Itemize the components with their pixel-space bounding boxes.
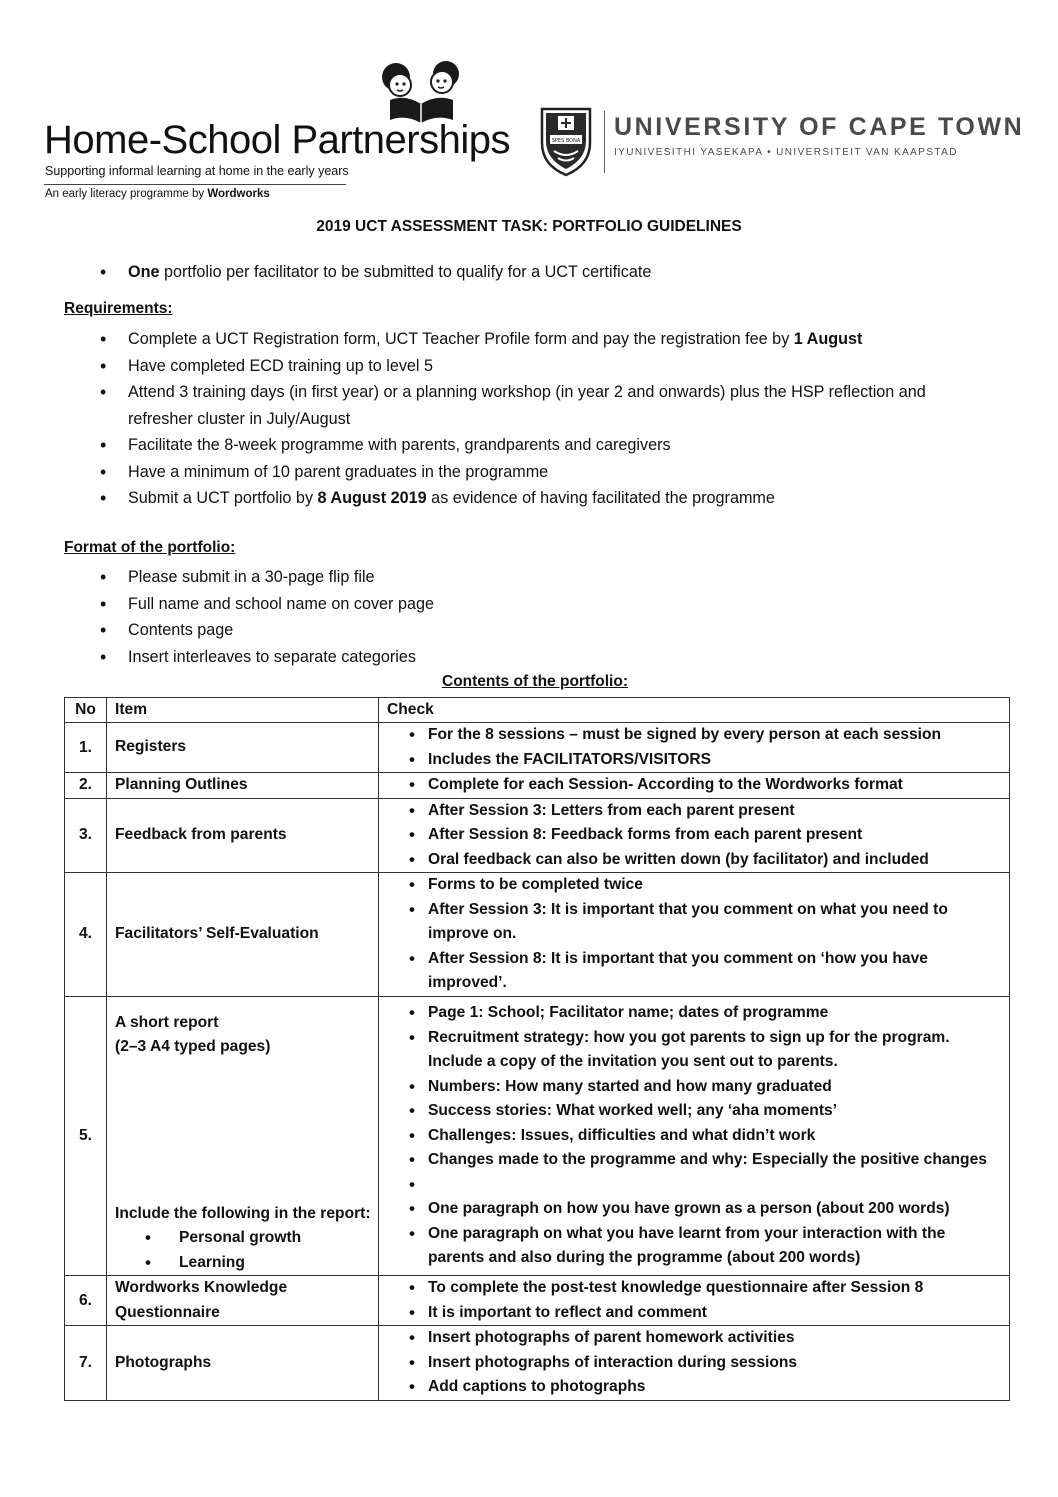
requirement-item	[64, 326, 984, 353]
row-number: 2.	[65, 773, 107, 799]
check-item: • After Session 3: Letters from each parent present	[379, 799, 1009, 824]
row-number: 6.	[65, 1276, 107, 1326]
hsp-divider	[44, 184, 346, 185]
table-caption: Contents of the portfolio:	[442, 673, 628, 690]
row-item: Photographs	[107, 1326, 379, 1401]
children-reading-icon	[368, 60, 478, 124]
check-item: • Numbers: How many started and how many graduated	[379, 1075, 1009, 1100]
uct-subtitle: IYUNIVESITHI YASEKAPA • UNIVERSITEIT VAN KAAPSTAD	[614, 147, 958, 158]
requirement-item	[64, 485, 984, 512]
format-heading: Format of the portfolio:	[64, 539, 236, 556]
check-item: • Includes the FACILITATORS/VISITORS	[379, 748, 1009, 773]
row-number: 7.	[65, 1326, 107, 1401]
hsp-title: Home-School Partnerships	[44, 118, 510, 162]
uct-shield-icon	[540, 107, 592, 177]
check-item: • One paragraph on what you have learnt from your interaction with the parents and also during the programme (about 200 words)	[379, 1222, 1009, 1271]
requirement-text: as evidence of having facilitated the programme	[426, 489, 775, 507]
uct-name: UNIVERSITY OF CAPE TOWN	[614, 113, 1025, 141]
check-item: • Challenges: Issues, difficulties and what didn’t work	[379, 1124, 1009, 1149]
check-item: • Add captions to photographs	[379, 1375, 1009, 1400]
intro-list	[64, 259, 944, 286]
check-item: • One paragraph on how you have grown as a person (about 200 words)	[379, 1197, 1009, 1222]
intro-bold: One	[128, 263, 160, 281]
document-title: 2019 UCT ASSESSMENT TASK: PORTFOLIO GUIDELINES	[316, 218, 742, 235]
check-item: • Success stories: What worked well; any ‘aha moments’	[379, 1099, 1009, 1124]
table-row	[65, 773, 1010, 799]
report-length: (2–3 A4 typed pages)	[115, 1038, 271, 1055]
requirements-heading: Requirements:	[64, 300, 173, 317]
hsp-byline	[45, 188, 270, 200]
row-checks	[379, 873, 1010, 997]
uct-logo	[540, 107, 1025, 182]
row-checks	[379, 1276, 1010, 1326]
check-item: • After Session 8: Feedback forms from each parent present	[379, 823, 1009, 848]
format-item: • Contents page	[64, 617, 944, 644]
spacer	[115, 1060, 372, 1202]
uct-shield-motto: SPES BONA	[551, 138, 581, 144]
check-item: • Forms to be completed twice	[379, 873, 1009, 898]
check-item: • After Session 8: It is important that you comment on ‘how you have improved’.	[379, 947, 1009, 996]
report-sublist	[115, 1226, 372, 1275]
check-item: • After Session 3: It is important that you comment on what you need to improve on.	[379, 898, 1009, 947]
requirement-item: • Facilitate the 8-week programme with parents, grandparents and caregivers	[64, 432, 984, 459]
intro-item	[64, 259, 944, 286]
format-list	[64, 564, 944, 670]
report-subitem: • Personal growth	[115, 1226, 372, 1251]
table-row	[65, 873, 1010, 997]
row-number: 3.	[65, 798, 107, 873]
check-item-empty	[379, 1173, 1009, 1198]
report-title: A short report	[115, 1013, 219, 1031]
hsp-byline-brand: Wordworks	[207, 188, 270, 200]
hsp-byline-prefix: An early literacy programme by	[45, 188, 208, 200]
header-check: Check	[379, 698, 1010, 723]
report-subitem: • Learning	[115, 1251, 372, 1276]
hsp-tagline: Supporting informal learning at home in the early years	[45, 164, 349, 178]
header-no: No	[65, 698, 107, 723]
check-item: • Oral feedback can also be written down (by facilitator) and included	[379, 848, 1009, 873]
contents-table	[64, 697, 1010, 1401]
row-number: 1.	[65, 723, 107, 773]
requirement-text: Complete a UCT Registration form, UCT Teacher Profile form and pay the registration fee by	[128, 330, 794, 348]
check-item: • Insert photographs of interaction during sessions	[379, 1351, 1009, 1376]
requirement-item: • Have completed ECD training up to level 5	[64, 353, 984, 380]
row-item: Facilitators’ Self-Evaluation	[107, 873, 379, 997]
report-include-label: Include the following in the report:	[115, 1204, 371, 1222]
table-header-row	[65, 698, 1010, 723]
row-item: Feedback from parents	[107, 798, 379, 873]
row-item: Wordworks Knowledge Questionnaire	[107, 1276, 379, 1326]
check-item: • It is important to reflect and comment	[379, 1301, 1009, 1326]
row-checks	[379, 1326, 1010, 1401]
requirement-deadline: 1 August	[793, 330, 863, 348]
format-item: • Please submit in a 30-page flip file	[64, 564, 944, 591]
row-checks	[379, 798, 1010, 873]
check-item: • For the 8 sessions – must be signed by every person at each session	[379, 723, 1009, 748]
row-checks	[379, 996, 1010, 1276]
uct-divider	[604, 111, 605, 173]
check-item: • Changes made to the programme and why: Especially the positive changes	[379, 1148, 1009, 1173]
table-row	[65, 1276, 1010, 1326]
check-item: • Page 1: School; Facilitator name; dates of programme	[379, 1001, 1009, 1026]
format-item: • Insert interleaves to separate categories	[64, 644, 944, 671]
home-school-partnerships-logo	[44, 60, 524, 200]
row-checks	[379, 773, 1010, 799]
check-item: • Complete for each Session- According to the Wordworks format	[379, 773, 1009, 798]
requirement-deadline: 8 August 2019	[317, 489, 427, 507]
requirement-item: • Have a minimum of 10 parent graduates in the programme	[64, 459, 984, 486]
row-item: Registers	[107, 723, 379, 773]
table-row	[65, 996, 1010, 1276]
row-checks	[379, 723, 1010, 773]
requirement-text: Submit a UCT portfolio by	[128, 489, 318, 507]
check-item: • Insert photographs of parent homework activities	[379, 1326, 1009, 1351]
check-item: • Recruitment strategy: how you got parents to sign up for the program. Include a copy of the invitation you sent out to parents.	[379, 1026, 1009, 1075]
intro-text: portfolio per facilitator to be submitted to qualify for a UCT certificate	[159, 263, 652, 281]
row-item: Planning Outlines	[107, 773, 379, 799]
table-row	[65, 723, 1010, 773]
format-item: • Full name and school name on cover page	[64, 591, 944, 618]
table-row	[65, 798, 1010, 873]
table-row	[65, 1326, 1010, 1401]
header-item: Item	[107, 698, 379, 723]
requirements-list	[64, 326, 984, 512]
requirement-item: • Attend 3 training days (in first year) or a planning workshop (in year 2 and onwards) plus the HSP reflection and refresher cluster in July/August	[64, 379, 984, 432]
row-number: 5.	[65, 996, 107, 1276]
row-item	[107, 996, 379, 1276]
check-item: • To complete the post-test knowledge questionnaire after Session 8	[379, 1276, 1009, 1301]
row-number: 4.	[65, 873, 107, 997]
